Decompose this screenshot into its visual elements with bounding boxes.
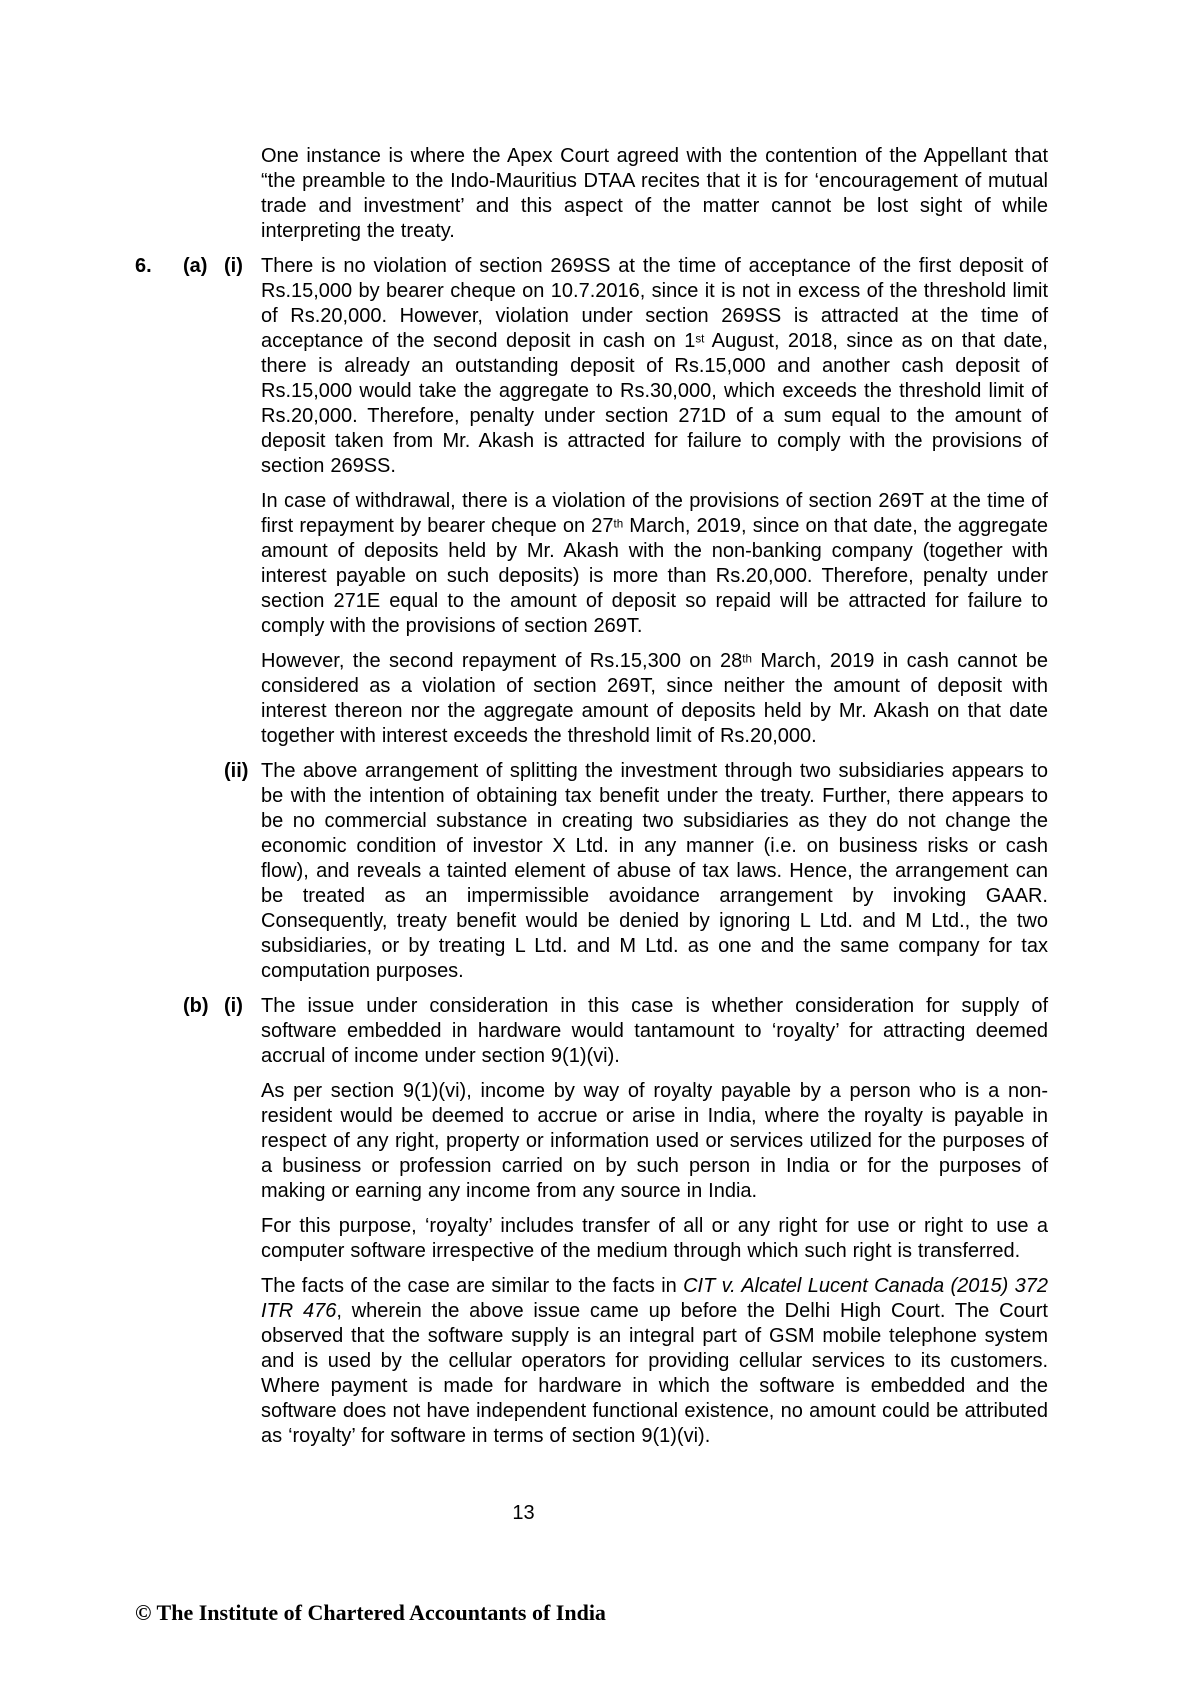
paragraph-block [135, 1079, 1048, 1204]
item-roman-marker: (i) [224, 255, 243, 277]
text-run: March, 2019 in cash cannot be considered as a violation of section 269T, since neither the amount of deposit with interest thereon nor the aggregate amount of deposits held by Mr. Akash on that date together with interest exceeds the threshold limit of Rs.20,000. [261, 650, 1048, 747]
item-letter-marker [183, 1274, 224, 1449]
text-run: However, the second repayment of Rs.15,300 on 28 [261, 650, 743, 672]
paragraph-block [135, 489, 1048, 639]
case-citation-italic: CIT v. Alcatel Lucent Canada (2015) 372 ITR 476 [261, 1275, 1048, 1322]
item-letter-marker: (a) [183, 255, 208, 277]
text-run: For this purpose, ‘royalty’ includes transfer of all or any right for use or right to use a computer software irrespective of the medium through which such right is transferred. [261, 1215, 1048, 1262]
superscript-text: th [613, 517, 624, 531]
text-run: One instance is where the Apex Court agreed with the contention of the Appellant that “the preamble to the Indo-Mauritius DTAA recites that it is for ‘encouragement of mutual trade and investment’ and this aspect of the matter cannot be lost sight of while interpreting the treaty. [261, 145, 1048, 242]
paragraph-text [261, 1274, 1048, 1449]
item-letter-marker [183, 649, 224, 749]
paragraph-block [135, 1274, 1048, 1449]
item-roman-marker [224, 144, 261, 244]
item-letter-marker [183, 1214, 224, 1264]
paragraph-text [261, 994, 1048, 1069]
text-run: The facts of the case are similar to the facts in [261, 1275, 684, 1297]
paragraph-text [261, 759, 1048, 984]
paragraph-text [261, 254, 1048, 479]
page-number: 13 [512, 1502, 535, 1524]
item-number-marker [135, 144, 183, 244]
item-number-marker: 6. [135, 255, 152, 277]
document-body [135, 144, 1048, 1459]
item-number-marker [135, 759, 183, 984]
item-number-marker [135, 994, 183, 1069]
text-run: In case of withdrawal, there is a violation of the provisions of section 269T at the time of first repayment by bearer cheque on 27 [261, 490, 1048, 537]
text-run: As per section 9(1)(vi), income by way of royalty payable by a person who is a non-resident would be deemed to accrue or arise in India, where the royalty is payable in respect of any right, property or information used or services utilized for the purposes of a business or profession carried on by such person in India or for the purposes of making or earning any income from any source in India. [261, 1080, 1048, 1202]
text-run: August, 2018, since as on that date, there is already an outstanding deposit of Rs.15,000 and another cash deposit of Rs.15,000 would take the aggregate to Rs.30,000, which exceeds the threshold limit of Rs.20,000. Therefore, penalty under section 271D of a sum equal to the amount of deposit taken from Mr. Akash is attracted for failure to comply with the provisions of section 269SS. [261, 330, 1048, 477]
paragraph-text [261, 649, 1048, 749]
item-roman-marker [224, 1214, 261, 1264]
item-roman-marker: (i) [224, 995, 243, 1017]
text-run: There is no violation of section 269SS at the time of acceptance of the first deposit of Rs.15,000 by bearer cheque on 10.7.2016, since it is not in excess of the threshold limit of Rs.20,000. However, violation under section 269SS is attracted at the time of acceptance of the second deposit in cash on 1 [261, 255, 1048, 352]
paragraph-block [135, 759, 1048, 984]
text-run: The above arrangement of splitting the investment through two subsidiaries appears to be with the intention of obtaining tax benefit under the treaty. Further, there appears to be no commercial substance in creating two subsidiaries as they do not change the economic condition of investor X Ltd. in any manner (i.e. on business risks or cash flow), and reveals a tainted element of abuse of tax laws. Hence, the arrangement can be treated as an impermissible avoidance arrangement by invoking GAAR. Consequently, treaty benefit would be denied by ignoring L Ltd. and M Ltd., the two subsidiaries, or by treating L Ltd. and M Ltd. as one and the same company for tax computation purposes. [261, 760, 1048, 982]
item-number-marker [135, 489, 183, 639]
item-letter-marker [183, 759, 224, 984]
paragraph-text [261, 1214, 1048, 1264]
paragraph-text [261, 1079, 1048, 1204]
item-number-marker [135, 649, 183, 749]
paragraph-block [135, 649, 1048, 749]
paragraph-block [135, 994, 1048, 1069]
item-number-marker [135, 1214, 183, 1264]
item-roman-marker [224, 1079, 261, 1204]
item-roman-marker: (ii) [224, 760, 249, 782]
item-number-marker [135, 1274, 183, 1449]
item-number-marker [135, 1079, 183, 1204]
superscript-text: th [742, 652, 752, 666]
text-run: March, 2019, since on that date, the aggregate amount of deposits held by Mr. Akash with the non-banking company (together with interest payable on such deposits) is more than Rs.20,000. Therefore, penalty under section 271E equal to the amount of deposit so repaid will be attracted for failure to comply with the provisions of section 269T. [261, 515, 1048, 637]
copyright-footer: © The Institute of Chartered Accountants of India [135, 1600, 606, 1625]
paragraph-text [261, 489, 1048, 639]
superscript-text: st [695, 332, 705, 346]
paragraph-block [135, 144, 1048, 244]
item-letter-marker [183, 1079, 224, 1204]
item-letter-marker: (b) [183, 995, 209, 1017]
item-roman-marker [224, 489, 261, 639]
item-roman-marker [224, 1274, 261, 1449]
paragraph-block [135, 254, 1048, 479]
text-run: , wherein the above issue came up before the Delhi High Court. The Court observed that the software supply is an integral part of GSM mobile telephone system and is used by the cellular operators for providing cellular services to its customers. Where payment is made for hardware in which the software is embedded and the software does not have independent functional existence, no amount could be attributed as ‘royalty’ for software in terms of section 9(1)(vi). [261, 1300, 1048, 1447]
text-run: The issue under consideration in this case is whether consideration for supply of software embedded in hardware would tantamount to ‘royalty’ for attracting deemed accrual of income under section 9(1)(vi). [261, 995, 1048, 1067]
item-letter-marker [183, 144, 224, 244]
paragraph-block [135, 1214, 1048, 1264]
item-letter-marker [183, 489, 224, 639]
paragraph-text [261, 144, 1048, 244]
item-roman-marker [224, 649, 261, 749]
